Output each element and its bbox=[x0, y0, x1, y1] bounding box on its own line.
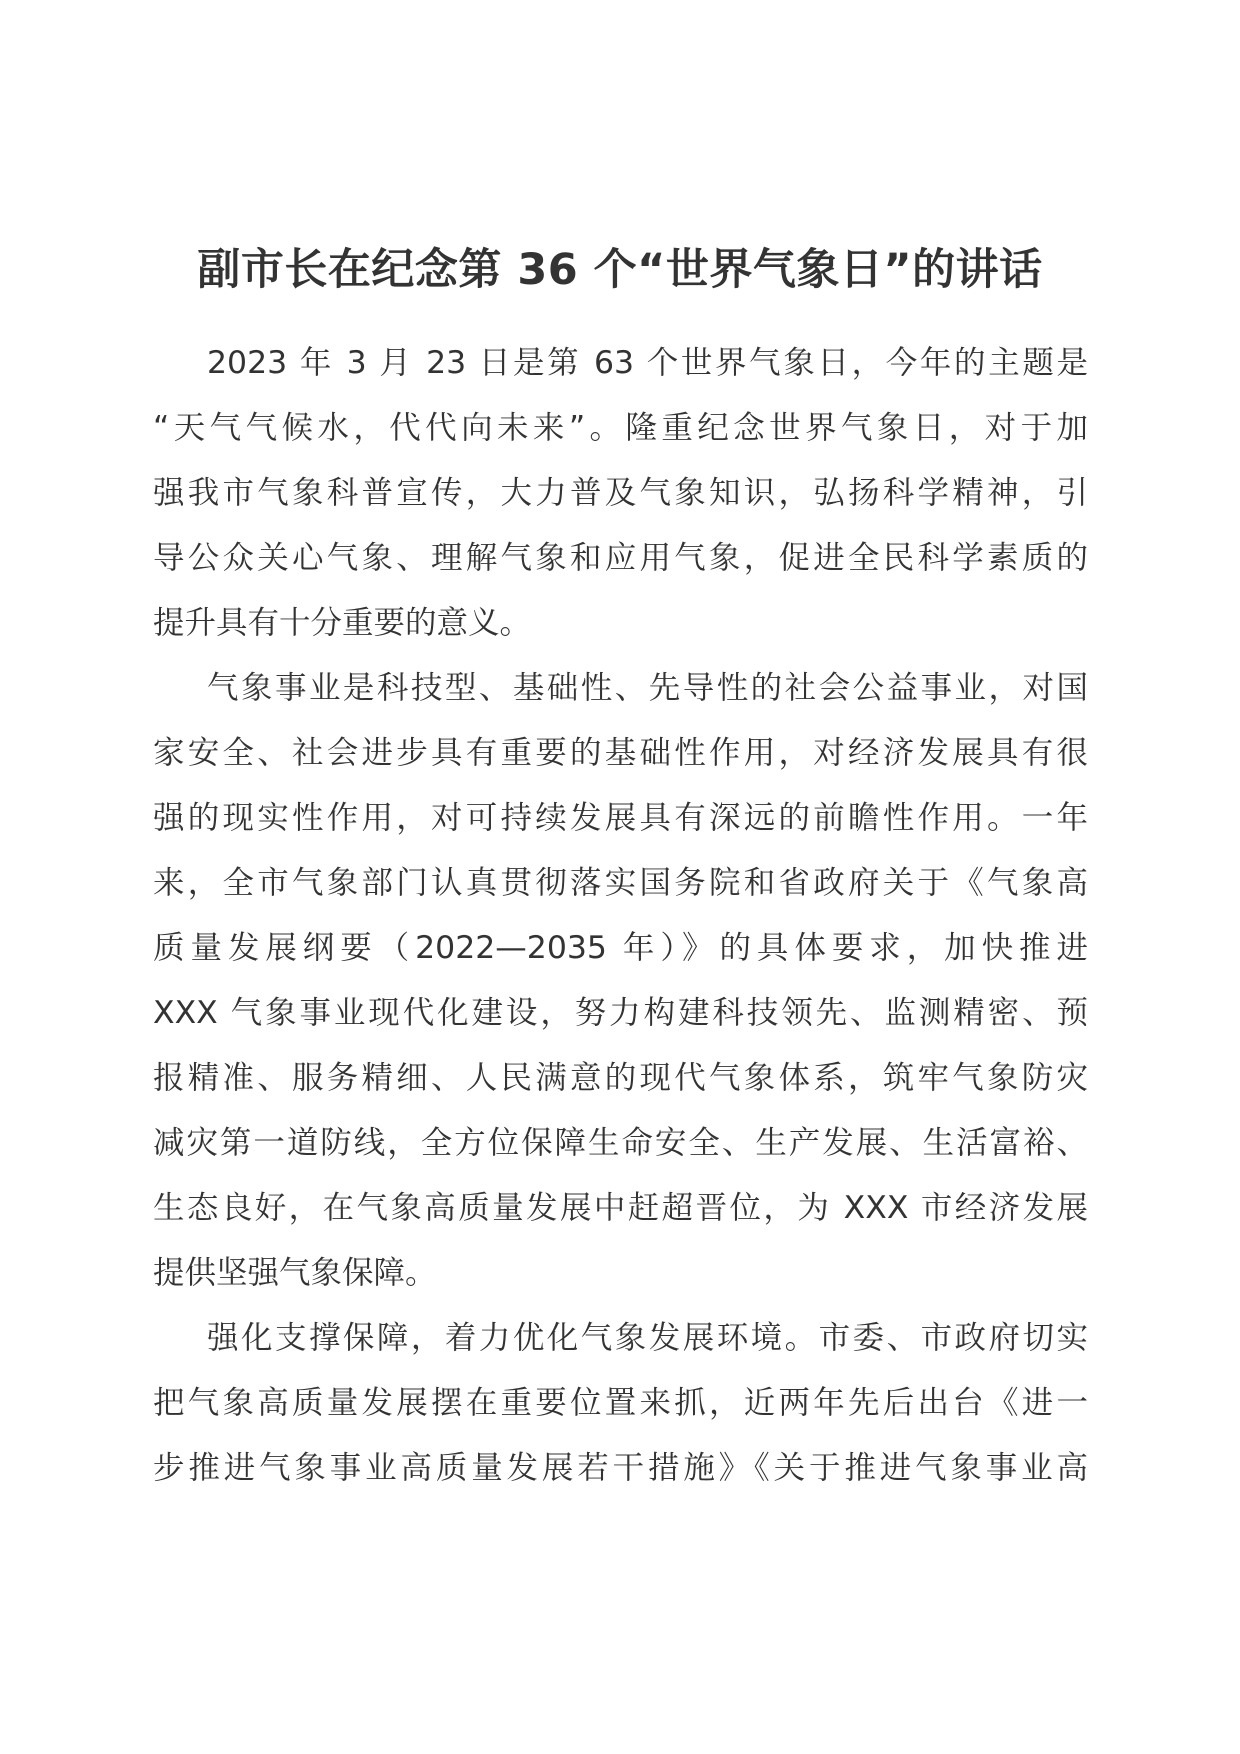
paragraph-line: XXX 气象事业现代化建设，努力构建科技领先、监测精密、预 bbox=[153, 995, 1088, 1031]
paragraph-line: 家安全、社会进步具有重要的基础性作用，对经济发展具有很 bbox=[153, 735, 1088, 771]
paragraph-line: 强我市气象科普宣传，大力普及气象知识，弘扬科学精神，引 bbox=[153, 475, 1088, 511]
paragraph-line: 步推进气象事业高质量发展若干措施》《关于推进气象事业高 bbox=[153, 1450, 1088, 1486]
document-body bbox=[153, 331, 1088, 1501]
paragraph-line: 减灾第一道防线，全方位保障生命安全、生产发展、生活富裕、 bbox=[153, 1125, 1088, 1161]
paragraph-line: “天气气候水，代代向未来”。隆重纪念世界气象日，对于加 bbox=[153, 410, 1088, 446]
paragraph-line: 提升具有十分重要的意义。 bbox=[153, 605, 532, 641]
paragraph-line: 气象事业是科技型、基础性、先导性的社会公益事业，对国 bbox=[207, 670, 1088, 706]
paragraph-line: 来，全市气象部门认真贯彻落实国务院和省政府关于《气象高 bbox=[153, 865, 1088, 901]
paragraph-line: 强的现实性作用，对可持续发展具有深远的前瞻性作用。一年 bbox=[153, 800, 1088, 836]
paragraph-line: 报精准、服务精细、人民满意的现代气象体系，筑牢气象防灾 bbox=[153, 1060, 1088, 1096]
paragraph-line: 提供坚强气象保障。 bbox=[153, 1255, 437, 1291]
paragraph-3 bbox=[153, 1306, 1088, 1501]
paragraph-line: 质量发展纲要（2022—2035 年）》的具体要求，加快推进 bbox=[153, 930, 1088, 966]
paragraph-1 bbox=[153, 331, 1088, 656]
paragraph-line: 把气象高质量发展摆在重要位置来抓，近两年先后出台《进一 bbox=[153, 1385, 1088, 1421]
document-title: 副市长在纪念第 36 个“世界气象日”的讲话 bbox=[197, 245, 1043, 295]
paragraph-line: 导公众关心气象、理解气象和应用气象，促进全民科学素质的 bbox=[153, 540, 1088, 576]
paragraph-line: 生态良好，在气象高质量发展中赶超晋位，为 XXX 市经济发展 bbox=[153, 1190, 1088, 1226]
paragraph-line: 2023 年 3 月 23 日是第 63 个世界气象日，今年的主题是 bbox=[207, 345, 1088, 381]
paragraph-line: 强化支撑保障，着力优化气象发展环境。市委、市政府切实 bbox=[207, 1320, 1088, 1356]
paragraph-2 bbox=[153, 656, 1088, 1306]
